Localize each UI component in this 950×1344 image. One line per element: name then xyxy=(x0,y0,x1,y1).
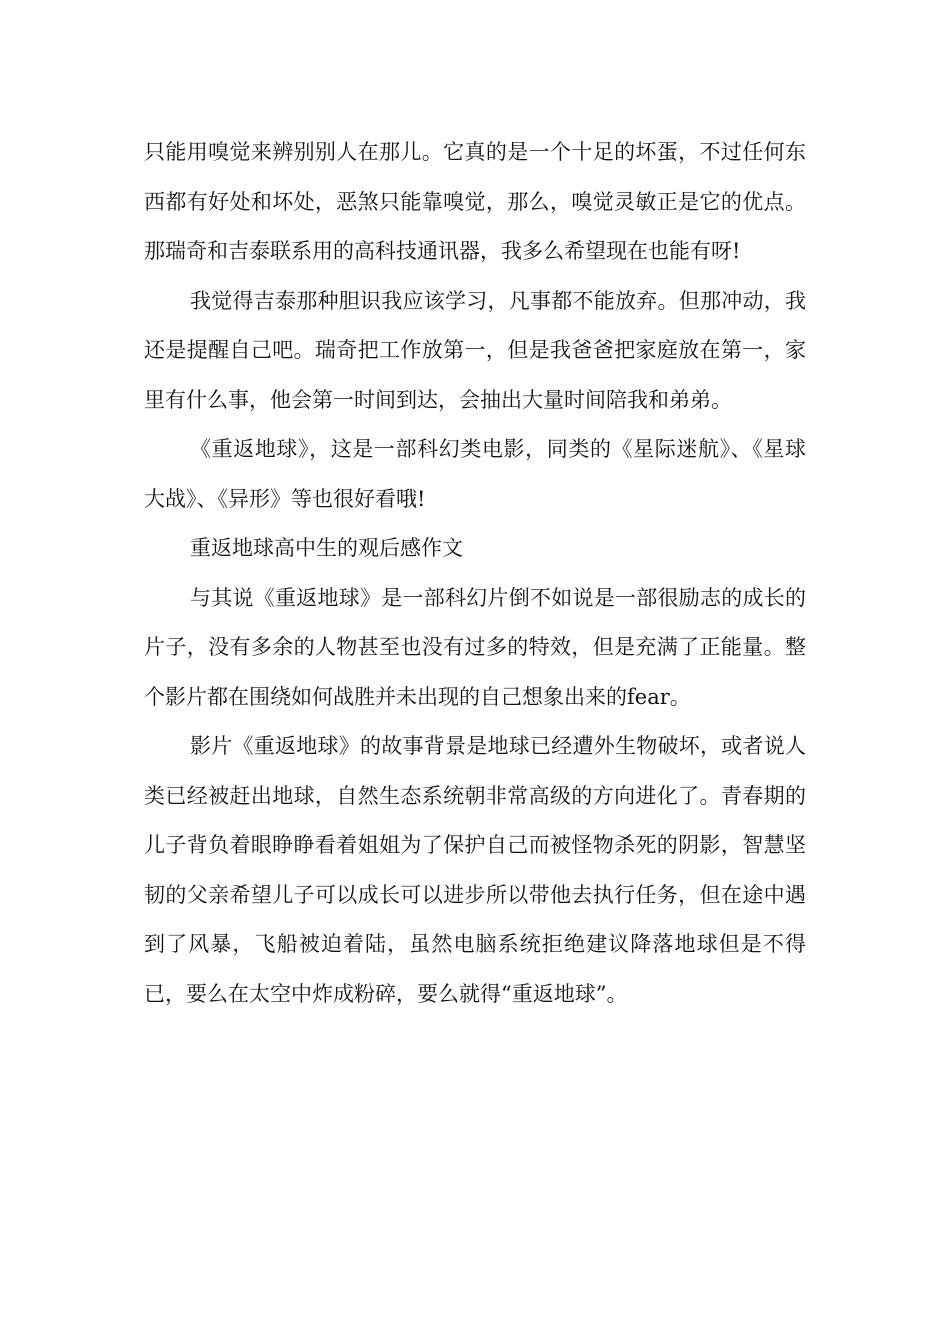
paragraph-3: 《重返地球》，这是一部科幻类电影，同类的《星际迷航》、《星球大战》、《异形》等也很好看哦! xyxy=(144,437,806,511)
paragraph-2: 我觉得吉泰那种胆识我应该学习，凡事都不能放弃。但那冲动，我还是提醒自己吧。瑞奇把工作放第一，但是我爸爸把家庭放在第一，家里有什么事，他会第一时间到达，会抽出大量时间陪我和弟弟。 xyxy=(144,288,806,412)
paragraph-5: 与其说《重返地球》是一部科幻片倒不如说是一部很励志的成长的片子，没有多余的人物甚至也没有过多的特效，但是充满了正能量。整个影片都在围绕如何战胜并未出现的自己想象出来的fear。 xyxy=(144,585,806,709)
section-title: 重返地球高中生的观后感作文 xyxy=(190,536,463,560)
paragraph-1: 只能用嗅觉来辨别别人在那儿。它真的是一个十足的坏蛋，不过任何东西都有好处和坏处，恶煞只能靠嗅觉，那么，嗅觉灵敏正是它的优点。那瑞奇和吉泰联系用的高科技通讯器，我多么希望现在也能有呀! xyxy=(144,140,806,263)
paragraph-6: 影片《重返地球》的故事背景是地球已经遭外生物破坏，或者说人类已经被赶出地球，自然生态系统朝非常高级的方向进化了。青春期的儿子背负着眼睁睁看着姐姐为了保护自己而被怪物杀死的阴影，智慧坚韧的父亲希望儿子可以成长可以进步所以带他去执行任务，但在途中遇到了风暴，飞船被迫着陆，虽然电脑系统拒绝建议降落地球但是不得已，要么在太空中炸成粉碎，要么就得“重返地球”。 xyxy=(144,734,806,1006)
document-body xyxy=(144,128,806,1019)
